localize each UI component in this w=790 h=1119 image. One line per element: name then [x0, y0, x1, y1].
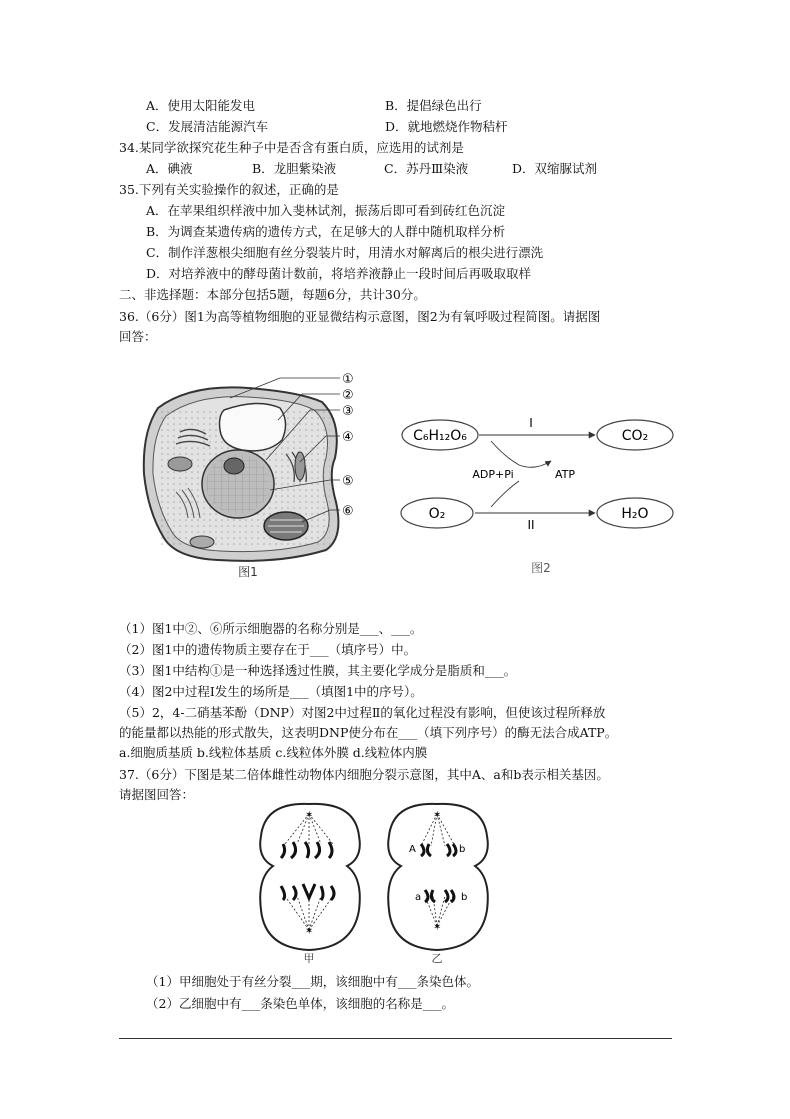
- label-yi: 乙: [431, 952, 443, 965]
- o2-label: O₂: [428, 506, 446, 522]
- q35-option-b: B．为调查某遗传病的遗传方式，在足够大的人群中随机取样分析: [146, 224, 506, 239]
- fig1-label-2: ②: [342, 388, 354, 403]
- q36-sub2: （2）图1中的遗传物质主要存在于___（填序号）中。: [119, 642, 417, 657]
- q33-option-d: D．就地燃烧作物秸杆: [385, 119, 508, 134]
- atp-label: ATP: [554, 468, 576, 481]
- q36-sub1: （1）图1中②、⑥所示细胞器的名称分别是___、___。: [119, 621, 423, 636]
- q36-sub4: （4）图2中过程Ⅰ发生的场所是___（填图1中的序号）。: [119, 684, 423, 699]
- q33-option-a: A．使用太阳能发电: [146, 98, 256, 113]
- q36-stem-line1: 36.（6分）图1为高等植物细胞的亚显微结构示意图，图2为有氧呼吸过程简图。请据图: [119, 309, 601, 324]
- q37-sub1: （1）甲细胞处于有丝分裂___期，该细胞中有___条染色体。: [146, 974, 479, 989]
- step2-label: II: [527, 518, 535, 532]
- h2o-label: H₂O: [621, 506, 649, 522]
- svg-text:✶: ✶: [305, 810, 314, 821]
- figure2-respiration: [395, 405, 680, 577]
- q33-option-b: B．提倡绿色出行: [385, 98, 482, 113]
- q34-option-b: B．龙胆紫染液: [252, 161, 337, 176]
- q34-option-c: C．苏丹Ⅲ染液: [384, 161, 469, 176]
- q36-sub5-line2: 的能量都以热能的形式散失，这表明DNP使分布在___（填下列序号）的酶无法合成ATP。: [119, 725, 618, 740]
- q35-option-a: A．在苹果组织样液中加入斐林试剂，振荡后即可看到砖红色沉淀: [146, 203, 506, 218]
- q34-option-a: A．碘液: [146, 161, 193, 176]
- q37-sub2: （2）乙细胞中有___条染色单体，该细胞的名称是___。: [146, 996, 454, 1011]
- gene-b-bottom-label: b: [461, 892, 468, 903]
- fig1-label-6: ⑥: [342, 504, 354, 519]
- gene-b-top-label: b: [459, 844, 466, 855]
- fig1-label-5: ⑤: [342, 474, 354, 489]
- q35-stem: 35.下列有关实验操作的叙述，正确的是: [119, 182, 339, 197]
- q36-sub5-line1: （5）2，4-二硝基苯酚（DNP）对图2中过程Ⅱ的氧化过程没有影响，但使该过程所释放: [119, 705, 606, 720]
- co2-label: CO₂: [621, 428, 649, 444]
- fig1-label-3: ③: [342, 404, 354, 419]
- q34-option-d: D．双缩脲试剂: [512, 161, 598, 176]
- q35-option-c: C．制作洋葱根尖细胞有丝分裂装片时，用清水对解离后的根尖进行漂洗: [146, 245, 544, 260]
- q37-stem-line1: 37.（6分）下图是某二倍体雌性动物体内细胞分裂示意图，其中A、a和b表示相关基因。: [119, 767, 609, 782]
- fig2-caption: 图2: [531, 561, 551, 575]
- glucose-label: C₆H₁₂O₆: [413, 428, 467, 444]
- q36-sub5-options: a.细胞质基质 b.线粒体基质 c.线粒体外膜 d.线粒体内膜: [119, 745, 428, 760]
- fig1-label-4: ④: [342, 430, 354, 445]
- step1-label: I: [529, 416, 533, 430]
- q36-stem-line2: 回答：: [119, 329, 157, 344]
- q35-option-d: D．对培养液中的酵母菌计数前，将培养液静止一段时间后再吸取取样: [146, 266, 532, 281]
- gene-a-label: a: [415, 892, 422, 903]
- footer-rule: [119, 1038, 672, 1039]
- svg-text:✶: ✶: [305, 926, 314, 937]
- fig1-caption: 图1: [238, 565, 258, 579]
- svg-text:✶: ✶: [433, 810, 442, 821]
- gene-A-label: A: [409, 844, 416, 855]
- figure1-plant-cell: [130, 362, 380, 587]
- q37-stem-line2: 请据图回答：: [119, 787, 195, 802]
- adp-label: ADP+Pi: [472, 468, 514, 481]
- q36-sub3: （3）图1中结构①是一种选择透过性膜，其主要化学成分是脂质和___。: [119, 663, 517, 678]
- figure-cell-division: [255, 800, 515, 965]
- svg-text:✶: ✶: [433, 922, 442, 933]
- label-jia: 甲: [303, 952, 315, 965]
- fig1-label-1: ①: [342, 372, 354, 387]
- section-heading: 二、非选择题：本部分包括5题，每题6分，共计30分。: [119, 287, 426, 302]
- q33-option-c: C．发展清洁能源汽车: [146, 119, 269, 134]
- q34-stem: 34.某同学欲探究花生种子中是否含有蛋白质，应选用的试剂是: [119, 140, 464, 155]
